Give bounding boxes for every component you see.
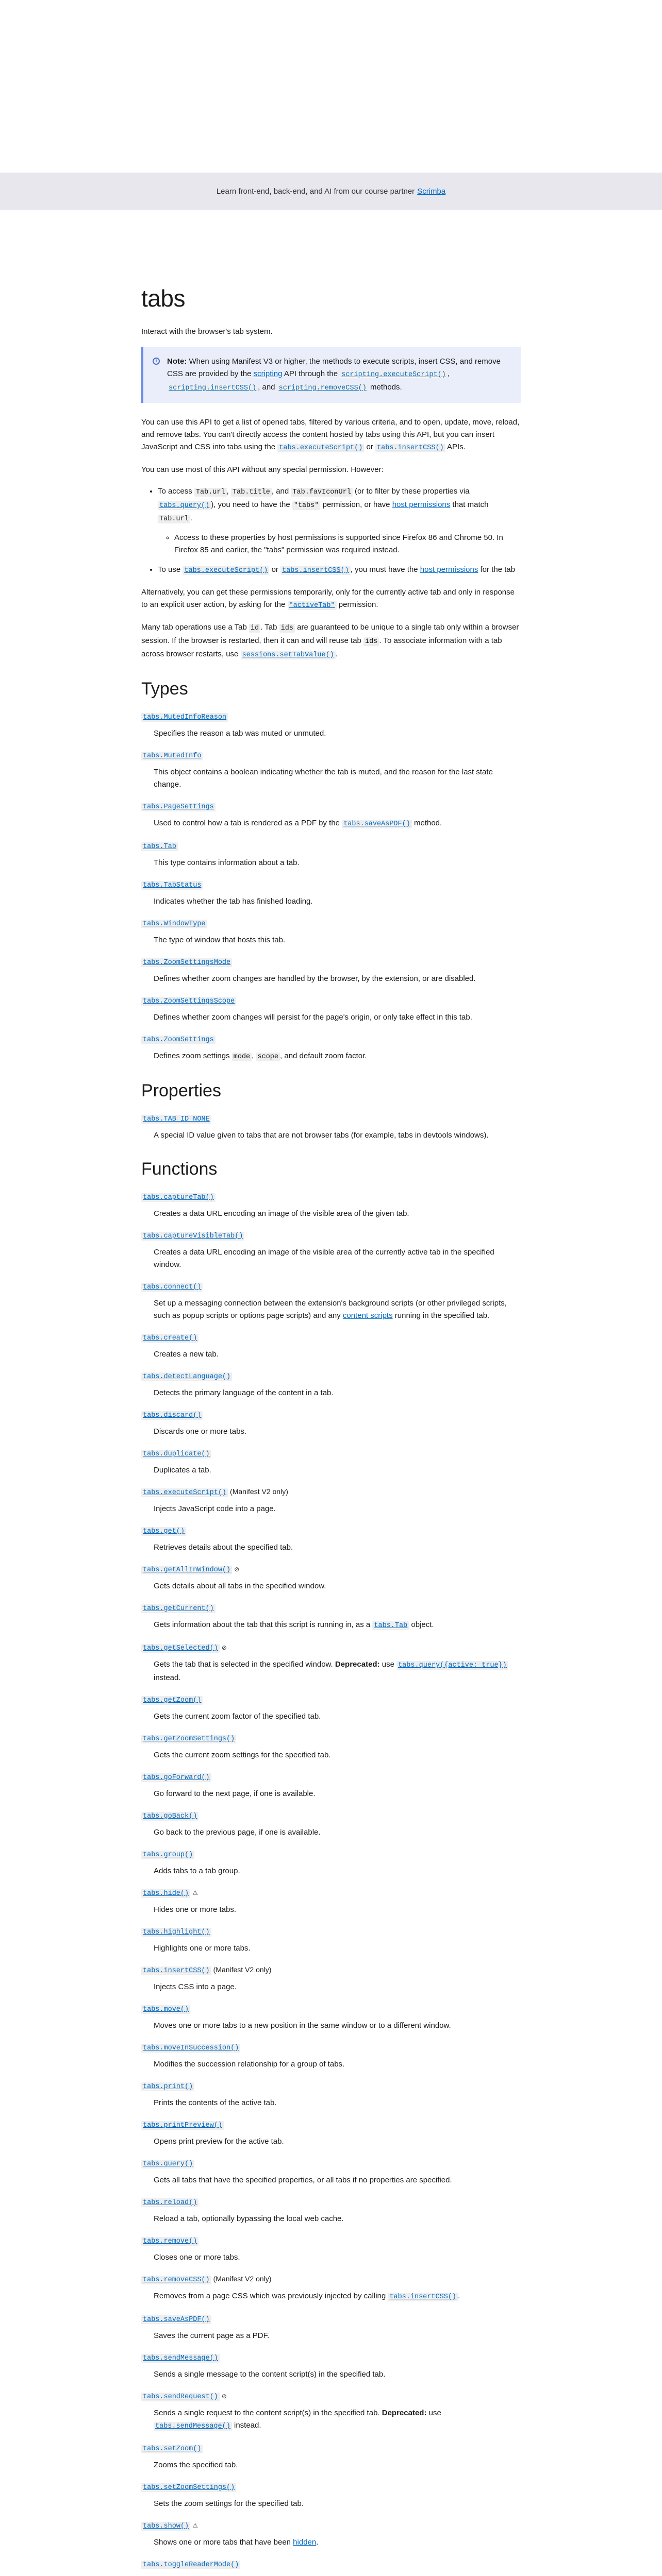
list-item — [141, 1602, 521, 1632]
api-member-link[interactable]: tabs.reload() — [141, 2197, 198, 2206]
api-member-link[interactable]: tabs.connect() — [141, 1282, 203, 1290]
list-item — [141, 1229, 521, 1271]
api-member-link[interactable]: tabs.highlight() — [141, 1927, 211, 1935]
functions-heading: Functions — [141, 1159, 218, 1179]
api-member-link[interactable]: tabs.captureVisibleTab() — [141, 1231, 244, 1239]
entry-description: Defines zoom settings mode , scope , and default zoom factor. — [154, 1052, 367, 1061]
entry-description: Closes one or more tabs. — [154, 2253, 240, 2262]
entry-description: Sends a single request to the content script(s) in the specified tab. Deprecated: use tabs.sendMessage() instead. — [154, 2409, 441, 2430]
entry-description: Shows one or more tabs that have been hidden. — [154, 2538, 319, 2547]
api-member-link[interactable]: tabs.move() — [141, 2004, 190, 2012]
entry-term — [141, 1280, 521, 1293]
api-member-link[interactable]: tabs.ZoomSettingsMode — [141, 957, 232, 965]
experimental-icon: ⚠ — [192, 2522, 198, 2529]
entry-term — [141, 1370, 521, 1383]
entry-term — [141, 1887, 521, 1900]
api-member-link[interactable]: tabs.insertCSS() — [141, 1965, 211, 1974]
api-member-link[interactable]: tabs.ZoomSettingsScope — [141, 996, 236, 1004]
entry-term — [141, 2003, 521, 2015]
api-member-link[interactable]: tabs.ZoomSettings — [141, 1035, 216, 1043]
entry-description: Gets information about the tab that this script is running in, as a tabs.Tab object. — [154, 1620, 434, 1630]
entry-description: Opens print preview for the active tab. — [154, 2137, 284, 2146]
entry-description: Gets details about all tabs in the specified window. — [154, 1582, 326, 1590]
entry-term — [141, 1693, 521, 1706]
entry-description: Hides one or more tabs. — [154, 1905, 237, 1914]
active-tab-paragraph: Alternatively, you can get these permissions temporarily, only for the currently active tab and only in response to an explicit user action, by asking for the "activeTab" permission. — [141, 588, 515, 609]
entry-description: This type contains information about a tab. — [154, 858, 300, 867]
api-member-link[interactable]: tabs.Tab — [141, 841, 178, 850]
entry-term — [141, 1229, 521, 1242]
deprecated-icon: ⊘ — [221, 2393, 227, 2400]
entry-term — [141, 840, 521, 853]
list-item — [141, 2157, 521, 2187]
list-item — [141, 840, 521, 869]
list-item — [141, 917, 521, 946]
info-icon: i — [153, 358, 160, 365]
list-item: ◦ Access to these properties by host permissions is supported since Firefox 86 and Chrome 50. In Firefox 85 and earlier, the "tabs" permission was required instead. — [174, 532, 521, 556]
list-item — [141, 1447, 521, 1477]
manifest-tag: (Manifest V2 only) — [213, 1965, 272, 1974]
remove-css-link[interactable]: scripting.removeCSS() — [277, 383, 368, 392]
list-item — [141, 2558, 521, 2576]
api-member-link[interactable]: tabs.toggleReaderMode() — [141, 2560, 240, 2568]
inline-api-link[interactable]: tabs.Tab — [372, 1620, 409, 1629]
entry-description: Retrieves details about the specified tab. — [154, 1543, 293, 1552]
entry-term — [141, 749, 521, 762]
list-item — [141, 2351, 521, 2381]
entry-description: Specifies the reason a tab was muted or unmuted. — [154, 729, 326, 738]
list-item: • To use tabs.executeScript() or tabs.insertCSS() , you must have the host permissions for the tab — [158, 564, 521, 577]
list-item — [141, 2119, 521, 2148]
entry-description: The type of window that hosts this tab. — [154, 936, 286, 944]
list-item — [141, 1331, 521, 1361]
permission-list — [141, 485, 521, 577]
entry-term — [141, 1447, 521, 1460]
entry-term — [141, 1524, 521, 1537]
api-member-link[interactable]: tabs.goBack() — [141, 1811, 198, 1819]
entry-term — [141, 1486, 521, 1499]
api-member-link[interactable]: tabs.setZoomSettings() — [141, 2482, 236, 2490]
list-item — [141, 1280, 521, 1322]
entry-term — [141, 2273, 521, 2286]
entry-description: Saves the current page as a PDF. — [154, 2331, 270, 2340]
manifest-tag: (Manifest V2 only) — [213, 2275, 272, 2283]
entry-description: Injects JavaScript code into a page. — [154, 1504, 276, 1513]
api-member-link[interactable]: tabs.captureTab() — [141, 1192, 216, 1200]
entry-description: Moves one or more tabs to a new position in the same window or to a different window. — [154, 2021, 451, 2030]
list-item — [141, 2041, 521, 2071]
api-member-link[interactable]: tabs.MutedInfo — [141, 751, 203, 759]
deprecated-label: Deprecated: — [335, 1660, 380, 1669]
inline-api-link[interactable]: tabs.saveAsPDF() — [342, 819, 412, 827]
sessions-set-tab-value-link[interactable]: sessions.setTabValue() — [241, 650, 336, 658]
experimental-icon: ⚠ — [192, 1889, 198, 1896]
api-member-link[interactable]: tabs.TAB_ID_NONE — [141, 1114, 211, 1122]
entry-term — [141, 917, 521, 930]
banner-link[interactable]: Scrimba — [417, 187, 446, 196]
list-item — [141, 1191, 521, 1220]
tab-id-paragraph: Many tab operations use a Tab id . Tab ids are guaranteed to be unique to a single tab only within a browser session. If the browser is restarted, then it can and will reuse tab ids . To associate information with a tab across browser restarts, use sessions.setTabValue() . — [141, 623, 519, 659]
execute-script-link[interactable]: scripting.executeScript() — [340, 369, 448, 378]
host-permission-link[interactable]: host permissions — [420, 565, 478, 574]
intro-text: Interact with the browser's tab system. — [141, 327, 273, 336]
list-item — [141, 1964, 521, 1993]
types-heading: Types — [141, 679, 188, 699]
api-member-link[interactable]: tabs.group() — [141, 1850, 194, 1858]
api-member-link[interactable]: tabs.saveAsPDF() — [141, 2314, 211, 2323]
entry-description: Creates a data URL encoding an image of the visible area of the currently active tab in the specified window. — [154, 1248, 494, 1269]
list-item — [141, 2196, 521, 2225]
api-member-link[interactable]: tabs.removeCSS() — [141, 2275, 211, 2283]
entry-description: A special ID value given to tabs that are not browser tabs (for example, tabs in devtools windows). — [154, 1131, 489, 1140]
list-item — [141, 710, 521, 740]
list-item — [141, 1033, 521, 1063]
list-item — [141, 2313, 521, 2342]
list-item — [141, 2442, 521, 2471]
entry-description: Removes from a page CSS which was previously injected by calling tabs.insertCSS() . — [154, 2292, 460, 2301]
entry-term — [141, 2313, 521, 2326]
entry-description: Creates a new tab. — [154, 1350, 219, 1359]
entry-term — [141, 1563, 521, 1576]
list-item — [141, 1112, 521, 1142]
entry-description: Gets the current zoom settings for the specified tab. — [154, 1751, 331, 1759]
entry-term — [141, 994, 521, 1007]
entry-term — [141, 2196, 521, 2209]
api-member-link[interactable]: tabs.PageSettings — [141, 802, 216, 810]
entry-term — [141, 956, 521, 969]
entry-description: Prints the contents of the active tab. — [154, 2098, 277, 2107]
entry-term — [141, 1033, 521, 1046]
entry-term — [141, 1112, 521, 1125]
api-member-link[interactable]: tabs.query() — [141, 2159, 194, 2167]
deprecated-icon: ⊘ — [234, 1566, 240, 1573]
api-member-link[interactable]: tabs.discard() — [141, 1410, 203, 1418]
list-item — [141, 1524, 521, 1554]
entry-term — [141, 800, 521, 813]
entry-description: Detects the primary language of the content in a tab. — [154, 1388, 334, 1397]
properties-heading: Properties — [141, 1081, 221, 1100]
api-member-link[interactable]: tabs.getCurrent() — [141, 1603, 216, 1612]
entry-description: Defines whether zoom changes will persist for the page's origin, or only take effect in this tab. — [154, 1013, 472, 1022]
list-item — [141, 1771, 521, 1800]
list-item — [141, 1848, 521, 1877]
entry-term — [141, 2558, 521, 2571]
entry-description: Gets the tab that is selected in the specified window. Deprecated: use tabs.query({active: true}) instead. — [141, 1658, 521, 1684]
entry-description: Adds tabs to a tab group. — [154, 1867, 240, 1875]
entry-description: Gets all tabs that have the specified properties, or all tabs if no properties are specified. — [154, 2176, 452, 2184]
entry-term — [141, 878, 521, 891]
page-title: tabs — [141, 285, 185, 312]
entry-description: Go forward to the next page, if one is available. — [154, 1789, 316, 1798]
api-member-link[interactable]: tabs.executeScript() — [141, 1487, 228, 1496]
entry-term — [141, 1191, 521, 1204]
entry-term — [141, 2519, 521, 2532]
insert-css-link[interactable]: scripting.insertCSS() — [167, 383, 258, 392]
api-member-link[interactable]: tabs.sendMessage() — [141, 2353, 220, 2361]
entry-description: Discards one or more tabs. — [154, 1427, 247, 1436]
entry-description: Creates a data URL encoding an image of the visible area of the given tab. — [154, 1209, 409, 1218]
banner-text: Learn front-end, back-end, and AI from our course partner — [216, 187, 415, 196]
entry-term — [141, 1809, 521, 1822]
entry-description: Highlights one or more tabs. — [154, 1944, 251, 1953]
api-member-link[interactable]: tabs.remove() — [141, 2236, 198, 2244]
inline-api-link[interactable]: tabs.query({active: true}) — [396, 1660, 508, 1669]
list-item — [141, 1693, 521, 1723]
api-member-link[interactable]: tabs.getZoom() — [141, 1695, 203, 1703]
api-member-link[interactable]: tabs.setZoom() — [141, 2444, 203, 2452]
api-member-link[interactable]: tabs.TabStatus — [141, 880, 203, 888]
entry-description: Gets the current zoom factor of the specified tab. — [154, 1712, 321, 1721]
entry-term — [141, 1732, 521, 1745]
list-item — [141, 2481, 521, 2510]
list-item — [141, 1809, 521, 1839]
api-member-link[interactable]: tabs.moveInSuccession() — [141, 2043, 240, 2051]
list-item — [141, 1925, 521, 1955]
note-label: Note: — [167, 357, 187, 366]
list-item — [141, 2003, 521, 2032]
list-item — [141, 956, 521, 985]
api-member-link[interactable]: tabs.printPreview() — [141, 2120, 224, 2128]
inline-api-link[interactable]: tabs.insertCSS() — [388, 2292, 458, 2300]
entry-term — [141, 2080, 521, 2093]
list-item — [141, 800, 521, 831]
entry-term — [141, 2234, 521, 2247]
list-item — [141, 749, 521, 791]
list-item — [141, 878, 521, 908]
permission-paragraph: You can use most of this API without any special permission. However: — [141, 465, 384, 474]
list-item — [141, 994, 521, 1024]
entry-description: Go back to the previous page, if one is available. — [154, 1828, 321, 1837]
types-list — [141, 710, 521, 1063]
tabs-query-link[interactable]: tabs.query() — [158, 500, 211, 509]
entry-description: Indicates whether the tab has finished loading. — [154, 897, 313, 906]
api-member-link[interactable]: tabs.getAllInWindow() — [141, 1565, 232, 1573]
entry-term — [141, 2351, 521, 2364]
properties-list — [141, 1112, 521, 1142]
list-item — [141, 2234, 521, 2264]
entry-description: Reload a tab, optionally bypassing the local web cache. — [154, 2214, 344, 2223]
api-member-link[interactable]: tabs.get() — [141, 1526, 186, 1534]
functions-list — [141, 1191, 521, 2576]
entry-term — [141, 2157, 521, 2170]
bullet-execute-script-link[interactable]: tabs.executeScript() — [183, 565, 269, 574]
overview-paragraph: You can use this API to get a list of opened tabs, filtered by various criteria, and to open, update, move, reload, and remove tabs. You can't directly access the content hosted by tabs using this API, but you can insert JavaScript and CSS into tabs using the tabs.executeScript() or tabs.insertCSS() APIs. — [141, 418, 520, 452]
list-item — [141, 2390, 521, 2433]
entry-term — [141, 1848, 521, 1861]
entry-description: Set up a messaging connection between the extension's background scripts (or other privileged scripts, such as popup scripts or options page scripts) and any content scripts running in the specified tab. — [154, 1299, 507, 1320]
api-member-link[interactable]: tabs.duplicate() — [141, 1449, 211, 1457]
entry-term — [141, 2041, 521, 2054]
content-scripts-link[interactable]: content scripts — [342, 1311, 393, 1320]
list-item — [141, 1641, 521, 1684]
entry-term — [141, 1964, 521, 1977]
entry-term — [141, 1331, 521, 1344]
entry-description: Injects CSS into a page. — [154, 1982, 237, 1991]
entry-description: Zooms the specified tab. — [154, 2461, 238, 2469]
entry-description: This object contains a boolean indicating whether the tab is muted, and the reason for the last state change. — [154, 768, 493, 789]
list-item — [141, 1887, 521, 1916]
api-member-link[interactable]: tabs.hide() — [141, 1888, 190, 1896]
list-item — [141, 1732, 521, 1761]
partner-banner — [0, 173, 662, 210]
entry-description: Used to control how a tab is rendered as a PDF by the tabs.saveAsPDF() method. — [154, 819, 442, 828]
main-content — [0, 284, 521, 2576]
bullet-insert-css-link[interactable]: tabs.insertCSS() — [280, 565, 351, 574]
api-member-link[interactable]: tabs.goForward() — [141, 1772, 211, 1781]
list-item — [141, 1486, 521, 1515]
entry-term — [141, 1602, 521, 1615]
entry-description: Defines whether zoom changes are handled by the browser, by the extension, or are disabled. — [154, 974, 476, 983]
host-permissions-link[interactable]: host permissions — [392, 500, 451, 509]
site-header — [0, 0, 662, 173]
api-member-link[interactable]: tabs.WindowType — [141, 919, 207, 927]
list-item — [141, 1563, 521, 1592]
entry-description: Duplicates a tab. — [154, 1466, 211, 1475]
list-item — [141, 2273, 521, 2303]
entry-description: Modifies the succession relationship for a group of tabs. — [154, 2060, 345, 2069]
scripting-api-link[interactable]: scripting — [253, 369, 283, 378]
entry-term — [141, 2390, 521, 2403]
deprecated-icon: ⊘ — [221, 1644, 227, 1651]
entry-term — [141, 2442, 521, 2455]
manifest-note: i Note: When using Manifest V3 or higher, the methods to execute scripts, insert CSS, and remove CSS are provided by the scripting API through the scripting.executeScript() , scripting.insertCSS() , and scripting.removeCSS() methods. — [141, 347, 521, 403]
manifest-tag: (Manifest V2 only) — [230, 1487, 288, 1496]
list-item — [141, 2519, 521, 2549]
tabs-execute-script-link[interactable]: tabs.executeScript() — [277, 443, 364, 451]
list-item — [141, 1409, 521, 1438]
active-tab-link[interactable]: "activeTab" — [288, 600, 337, 609]
api-member-link[interactable]: tabs.getSelected() — [141, 1643, 220, 1651]
inline-api-link[interactable]: tabs.sendMessage() — [154, 2421, 232, 2430]
tabs-insert-css-link[interactable]: tabs.insertCSS() — [375, 443, 445, 451]
api-member-link[interactable]: tabs.show() — [141, 2521, 190, 2529]
api-member-link[interactable]: tabs.detectLanguage() — [141, 1371, 232, 1380]
list-item — [141, 1370, 521, 1399]
entry-term — [141, 2481, 521, 2494]
entry-term — [141, 710, 521, 723]
entry-term — [141, 1771, 521, 1784]
entry-description: Sets the zoom settings for the specified tab. — [154, 2499, 304, 2508]
entry-term — [141, 1409, 521, 1421]
hidden-link[interactable]: hidden — [293, 2538, 317, 2547]
api-member-link[interactable]: tabs.create() — [141, 1333, 198, 1341]
entry-term — [141, 2119, 521, 2131]
api-member-link[interactable]: tabs.print() — [141, 2081, 194, 2090]
list-item — [141, 2080, 521, 2109]
list-item: • To access Tab.url , Tab.title , and Tab.favIconUrl (or to filter by these properties via tabs.query() ), you need to have the "tabs" permission, or have host permissions that match Tab.url . ◦ Access to these properties by host permissions is supported since Firefox 86 and Chrome 50. In Firefox 85 and earlier, the "tabs" permission was required instead. — [158, 485, 521, 556]
entry-term — [141, 1925, 521, 1938]
api-member-link[interactable]: tabs.getZoomSettings() — [141, 1734, 236, 1742]
entry-term — [141, 1641, 521, 1654]
entry-description: Sends a single message to the content script(s) in the specified tab. — [154, 2370, 386, 2379]
deprecated-label: Deprecated: — [382, 2409, 427, 2417]
api-member-link[interactable]: tabs.MutedInfoReason — [141, 712, 228, 720]
api-member-link[interactable]: tabs.sendRequest() — [141, 2392, 220, 2400]
